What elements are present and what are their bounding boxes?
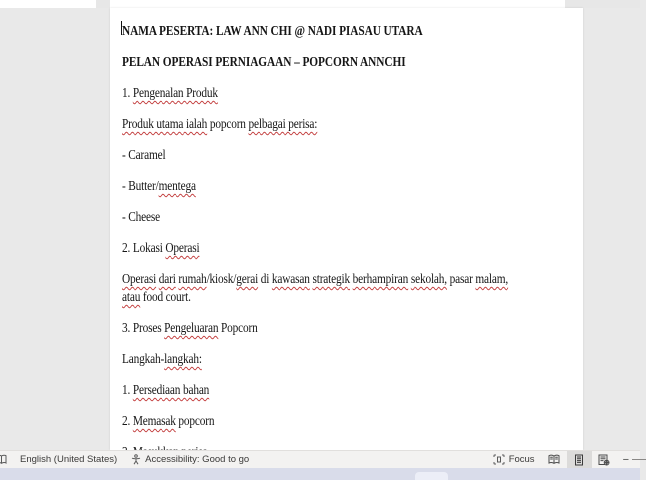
web-layout-globe-icon	[598, 454, 610, 466]
misspelled-text-run: langkah:	[164, 351, 202, 366]
language-label: English (United States)	[20, 454, 118, 465]
text-run: 2. Lokasi	[122, 240, 166, 255]
text-run: popcorn	[175, 413, 215, 428]
misspelled-text-run: Produk utama ialah	[122, 116, 208, 131]
taskbar-edge	[0, 468, 640, 480]
paragraph	[122, 22, 569, 40]
paragraph	[122, 115, 569, 133]
status-bar	[0, 450, 640, 468]
paragraph	[122, 350, 569, 368]
zoom-slider[interactable]	[632, 459, 646, 460]
document-body[interactable]	[110, 8, 583, 461]
paragraph	[122, 53, 569, 71]
document-canvas	[0, 8, 640, 450]
page-gap-notch-left	[96, 0, 110, 8]
proofing-errors-button[interactable]	[0, 451, 13, 468]
paragraph	[122, 319, 569, 337]
read-mode-book-icon	[548, 454, 560, 465]
misspelled-text-run: Pengenalan Produk	[132, 85, 218, 100]
status-bar-left	[0, 451, 256, 468]
zoom-out-minus-icon: −	[622, 453, 629, 466]
status-bar-right	[486, 451, 640, 468]
paragraph	[122, 146, 569, 164]
misspelled-text-run: malam,	[475, 271, 509, 286]
text-run: - Butter/	[122, 178, 159, 193]
text-run: 1.	[122, 85, 133, 100]
text-run: /kiosk/	[206, 271, 237, 286]
misspelled-text-run: berhampiran	[352, 271, 409, 286]
paragraph	[122, 381, 569, 399]
accessibility-person-icon	[131, 454, 141, 465]
accessibility-status[interactable]	[124, 451, 256, 468]
misspelled-text-run: dari	[158, 271, 176, 286]
text-run: pasar	[446, 271, 476, 286]
document-page[interactable]	[110, 8, 583, 450]
focus-page-icon	[493, 454, 505, 465]
print-layout-button[interactable]	[567, 451, 592, 469]
misspelled-text-run: Memasak	[132, 413, 176, 428]
misspelled-text-run: mentega	[158, 178, 196, 193]
paragraph	[122, 412, 569, 430]
paragraph	[122, 239, 569, 257]
print-layout-page-icon	[574, 454, 584, 466]
misspelled-text-run: Operasi	[122, 271, 157, 286]
misspelled-text-run: atau	[122, 289, 141, 304]
misspelled-text-run: kawasan	[271, 271, 310, 286]
misspelled-text-run: gerai	[236, 271, 259, 286]
zoom-out-button[interactable]	[617, 454, 632, 466]
misspelled-text-run: Pengeluaran	[164, 320, 219, 335]
misspelled-text-run: rumah	[178, 271, 207, 286]
paragraph	[122, 177, 569, 195]
misspelled-text-run: sekolah,	[410, 271, 447, 286]
text-run: popcorn	[207, 116, 249, 131]
focus-mode-button[interactable]	[486, 451, 542, 468]
text-run: PELAN OPERASI PERNIAGAAN – POPCORN ANNCHI	[122, 54, 406, 69]
misspelled-text-run: Operasi	[165, 240, 200, 255]
focus-label: Focus	[508, 454, 535, 465]
text-run: - Cheese	[122, 209, 161, 224]
text-run: 1.	[122, 382, 133, 397]
text-run: NAMA PESERTA: LAW ANN CHI @ NADI PIASAU UTARA	[122, 23, 423, 38]
spellcheck-book-icon	[0, 454, 7, 465]
misspelled-text-run: strategik	[312, 271, 351, 286]
text-run: 2.	[122, 413, 133, 428]
text-run: Langkah-	[122, 351, 165, 366]
read-mode-button[interactable]	[542, 451, 567, 469]
web-layout-button[interactable]	[592, 451, 617, 469]
text-run: - Caramel	[122, 147, 166, 162]
misspelled-text-run: pelbagai perisa:	[248, 116, 318, 131]
misspelled-text-run: Persediaan bahan	[132, 382, 210, 397]
paragraph	[122, 208, 569, 226]
paragraph	[122, 270, 569, 306]
page-gap-notch-right	[565, 0, 640, 8]
text-run: di	[258, 271, 272, 286]
taskbar-button-top[interactable]	[415, 472, 448, 480]
text-run: 3. Proses	[122, 320, 165, 335]
accessibility-label: Accessibility: Good to go	[145, 454, 250, 465]
language-status[interactable]	[13, 451, 124, 468]
text-run: Popcorn	[218, 320, 258, 335]
text-run: food court.	[140, 289, 191, 304]
paragraph	[122, 84, 569, 102]
